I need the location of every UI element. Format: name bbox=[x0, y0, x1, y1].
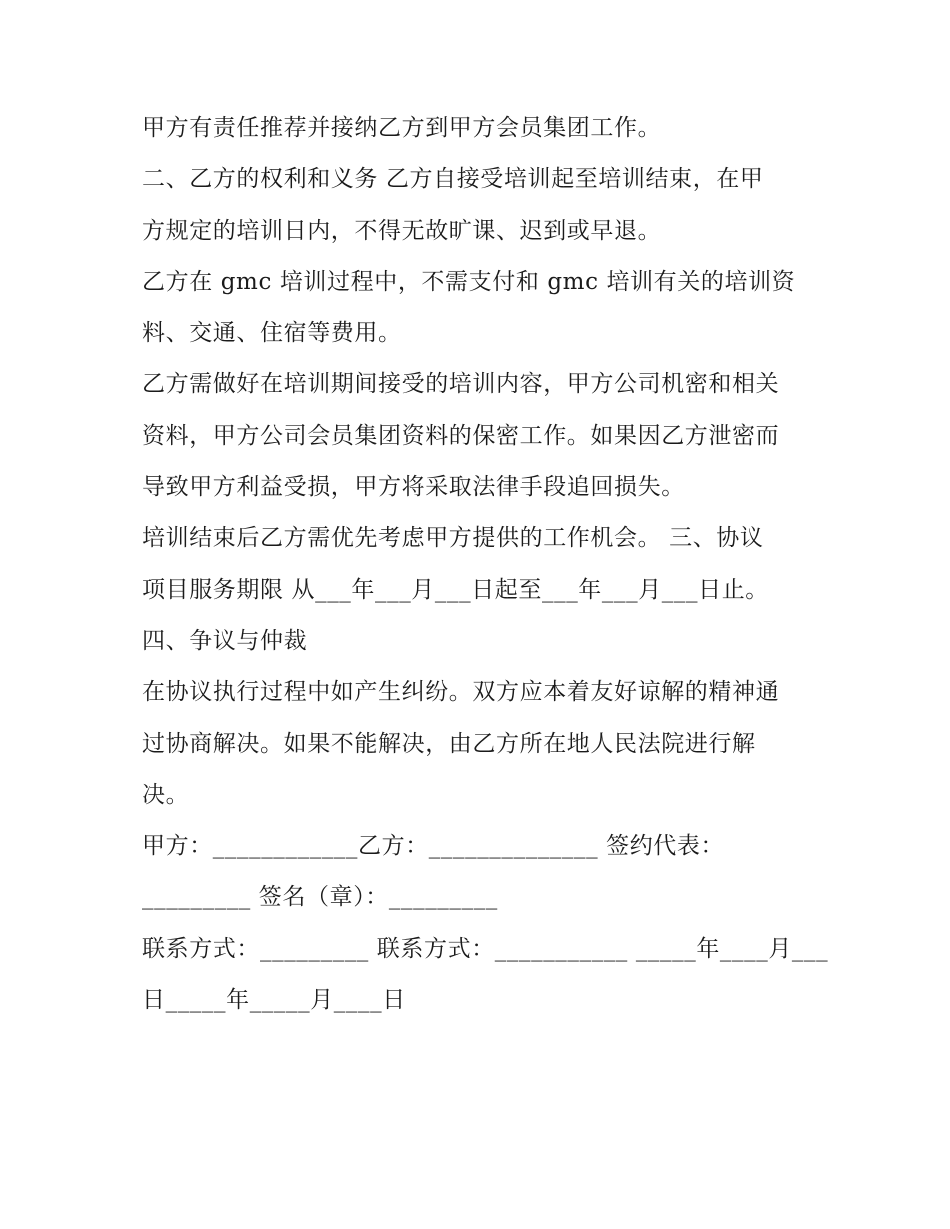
text-line: 料、交通、住宿等费用。 bbox=[142, 320, 402, 347]
contact-line: 联系方式：_________ 联系方式：___________ _____年____月___ bbox=[142, 935, 829, 962]
text-line: 二、乙方的权利和义务 乙方自接受培训起至培训结束，在甲 bbox=[142, 166, 764, 193]
text-line: 培训结束后乙方需优先考虑甲方提供的工作机会。 三、协议 bbox=[142, 525, 764, 552]
text-line: 项目服务期限 从___年___月___日起至___年___月___日止。 bbox=[142, 576, 769, 603]
document-body bbox=[142, 103, 829, 1026]
text-line: 决。 bbox=[142, 781, 190, 808]
text-line: 过协商解决。如果不能解决，由乙方所在地人民法院进行解 bbox=[142, 730, 756, 757]
signature-line: 甲方：____________乙方：______________ 签约代表： bbox=[142, 833, 725, 860]
text-line: 资料，甲方公司会员集团资料的保密工作。如果因乙方泄密而 bbox=[142, 422, 780, 449]
text-line: 乙方需做好在培训期间接受的培训内容，甲方公司机密和相关 bbox=[142, 371, 780, 398]
text-line: 方规定的培训日内，不得无故旷课、迟到或早退。 bbox=[142, 217, 662, 244]
text-line: 在协议执行过程中如产生纠纷。双方应本着友好谅解的精神通 bbox=[142, 679, 780, 706]
date-line: 日_____年_____月____日 bbox=[142, 987, 406, 1014]
text-line: 乙方在 gmc 培训过程中，不需支付和 gmc 培训有关的培训资 bbox=[142, 268, 796, 295]
section-heading: 四、争议与仲裁 bbox=[142, 627, 308, 654]
signature-line: _________ 签名（章）：_________ bbox=[142, 884, 498, 911]
text-line: 甲方有责任推荐并接纳乙方到甲方会员集团工作。 bbox=[142, 115, 662, 141]
text-line: 导致甲方利益受损，甲方将采取法律手段追回损失。 bbox=[142, 474, 685, 501]
